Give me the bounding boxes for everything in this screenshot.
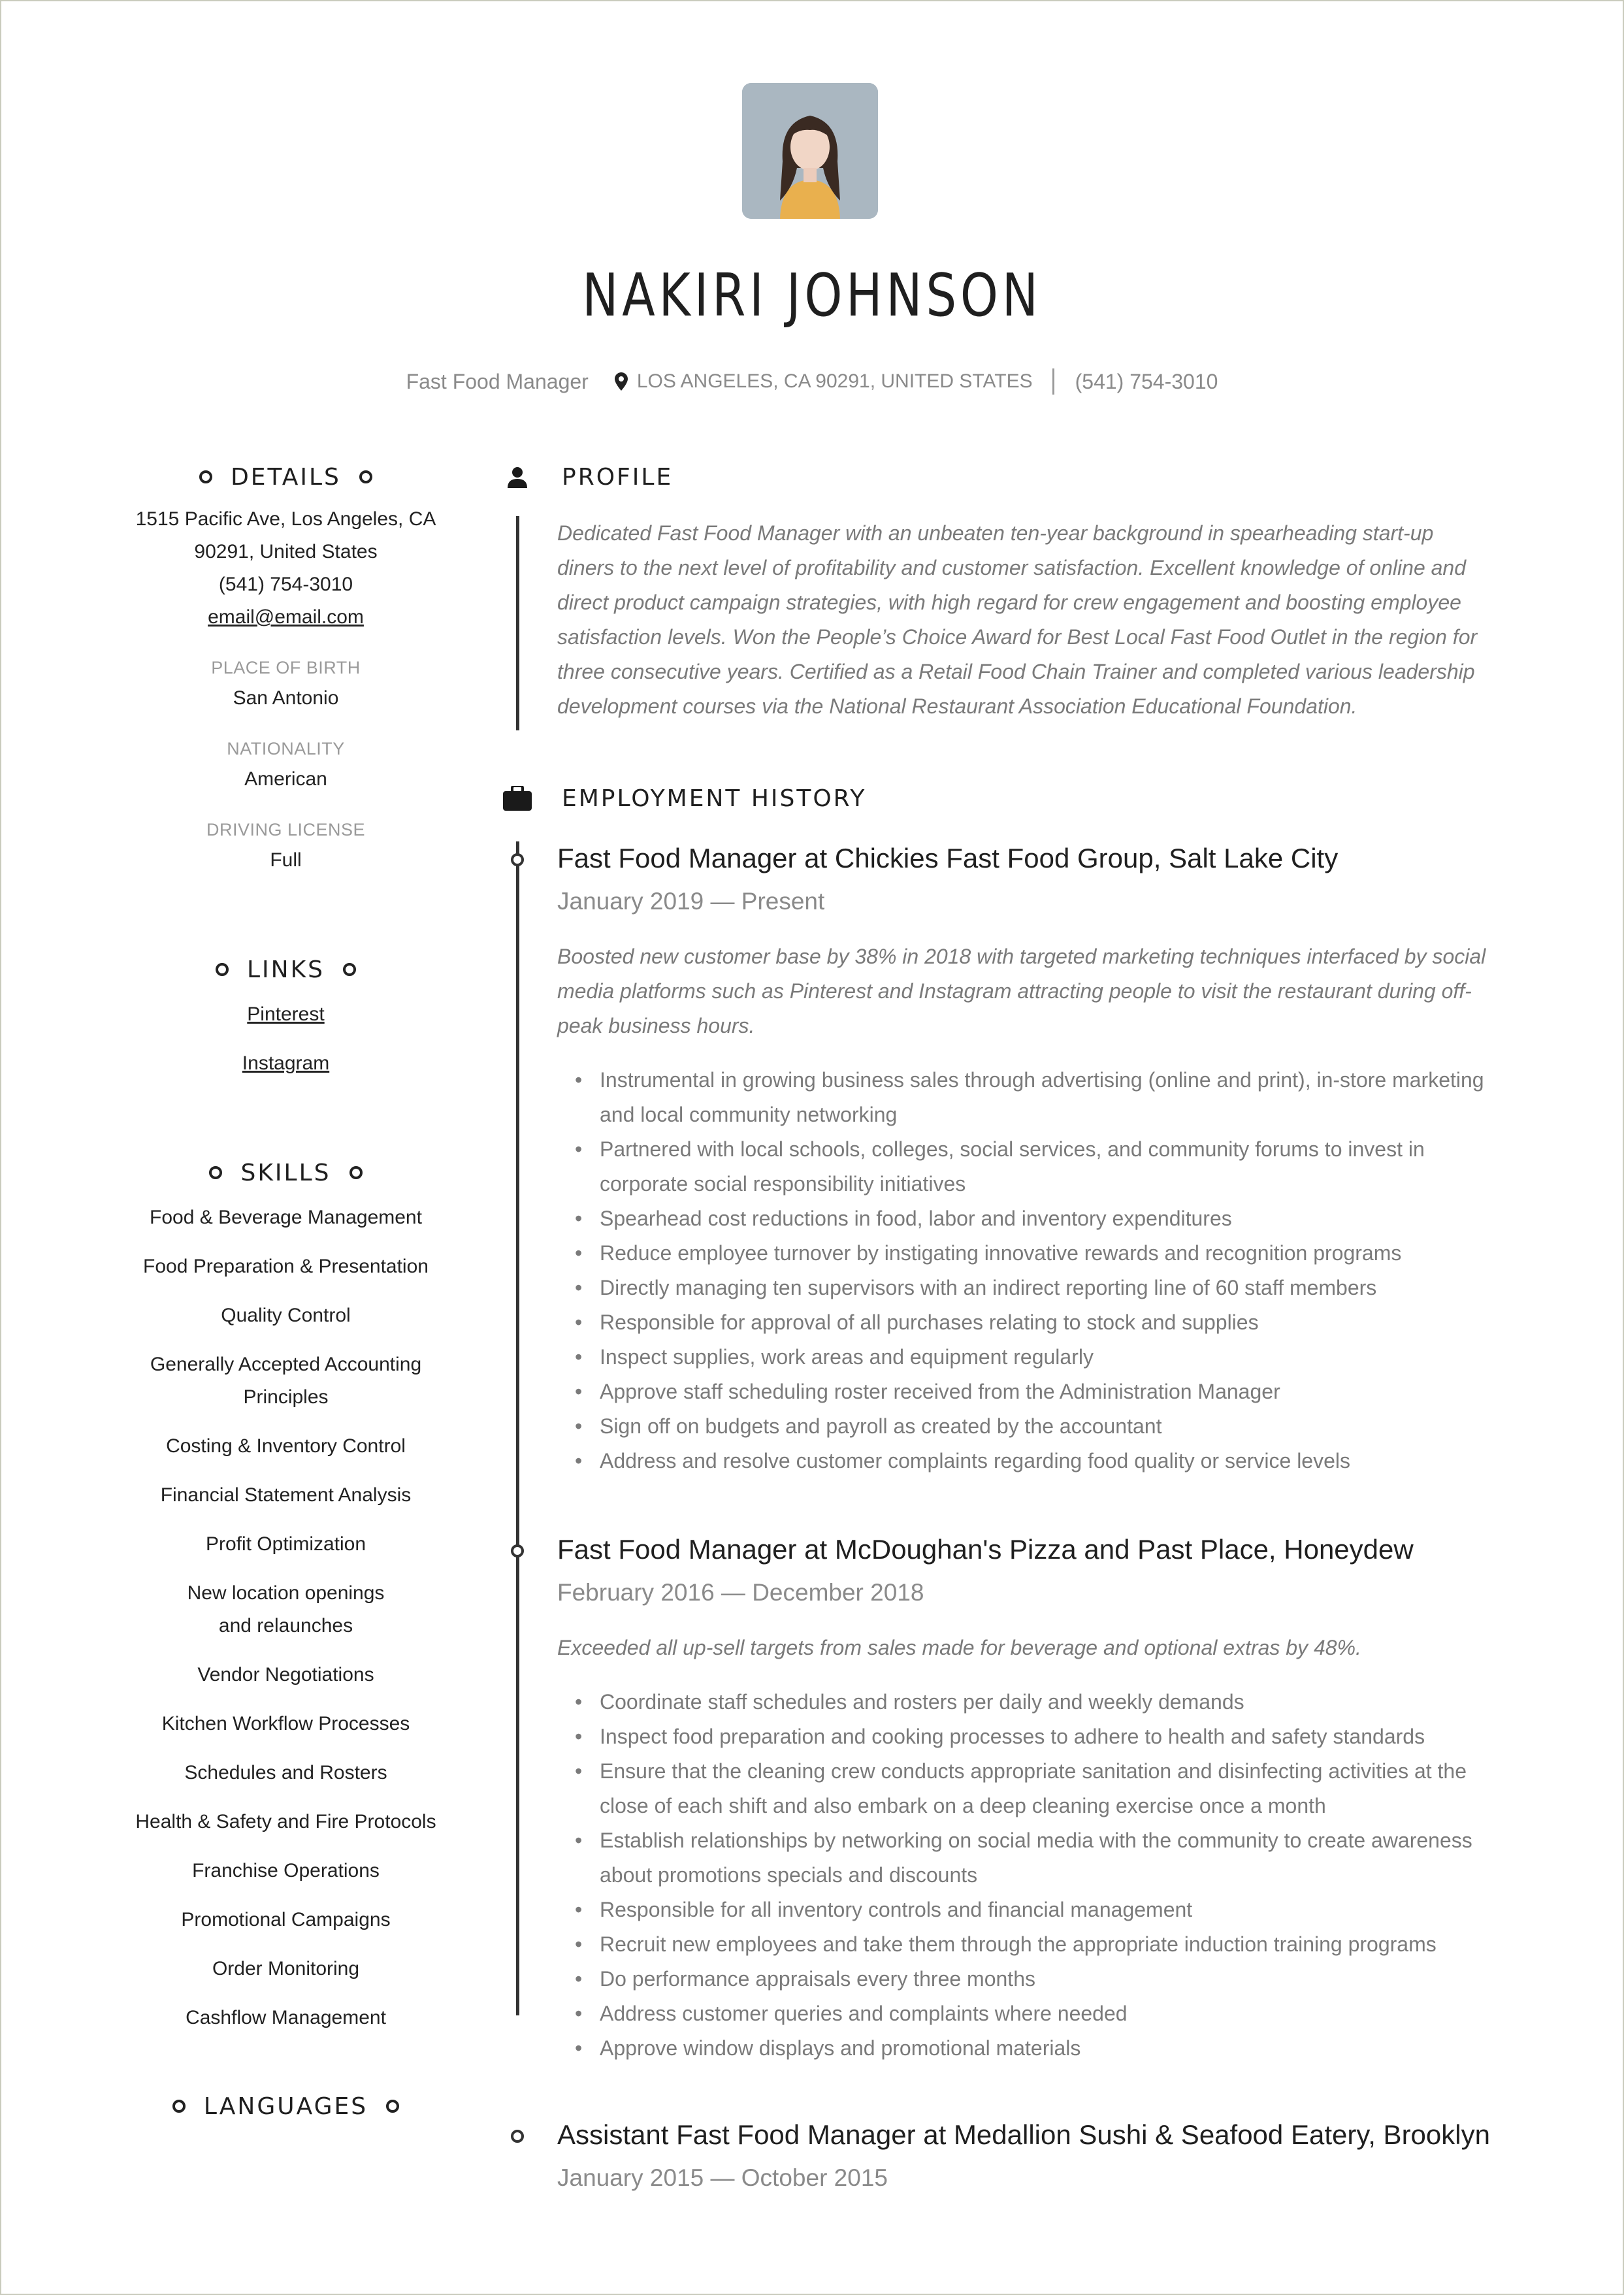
nationality: American — [244, 768, 327, 790]
address-line-2: 90291, United States — [194, 541, 378, 562]
details-phone: (541) 754-3010 — [218, 574, 353, 595]
profile-text: Dedicated Fast Food Manager with an unbeaten ten-year background in spearheading start-up diners to the next level of profitability and customer satisfaction. Excellent knowledge of online and direct product campaign strategies, with high regard for crew engagement and boosting employee satisfaction levels. Won the People’s Choice Award for Best Local Fast Food Outlet in the region for three consecutive years. Certified as a Retail Food Chain Trainer and completed various leadership development courses via the National Restaurant Association Educational Foundation. — [557, 521, 1478, 718]
list-item: • Inspect supplies, work areas and equipment regularly — [600, 1340, 1491, 1375]
header-phone: (541) 754-3010 — [1075, 369, 1218, 393]
pinterest-link[interactable]: Pinterest — [247, 1003, 325, 1025]
skill-item: Health & Safety and Fire Protocols — [135, 1811, 436, 1832]
divider — [1052, 368, 1054, 395]
skills-heading — [118, 1153, 454, 1192]
skill-item: Profit Optimization — [205, 1533, 366, 1555]
skill-item: New location openings and relaunches — [187, 1582, 385, 1636]
ring-icon — [216, 963, 229, 976]
employment-heading-label: EMPLOYMENT HISTORY — [562, 785, 867, 812]
briefcase-icon — [496, 786, 538, 811]
skill-item: Promotional Campaigns — [181, 1909, 391, 1930]
ring-icon — [349, 1166, 363, 1179]
timeline-dot — [511, 1544, 524, 1557]
job-entry-summary: Exceeded all up-sell targets from sales made for beverage and optional extras by 48%. — [557, 1636, 1361, 1659]
job-entry-title: Fast Food Manager at McDoughan's Pizza and Past Place, Honeydew — [557, 1534, 1414, 1565]
sidebar — [118, 457, 454, 2126]
list-item: • Partnered with local schools, colleges, social services, and community forums to invest in corporate social responsibility initiatives — [600, 1132, 1491, 1201]
email-link[interactable]: email@email.com — [208, 606, 364, 628]
job-entry-dates: February 2016 — December 2018 — [557, 1579, 924, 1606]
employment-heading — [496, 779, 866, 818]
skill-item: Schedules and Rosters — [184, 1762, 387, 1783]
driving-license-label: DRIVING LICENSE — [206, 820, 366, 839]
profile-photo — [742, 83, 878, 219]
job-entry — [557, 839, 1491, 1478]
address-line-1: 1515 Pacific Ave, Los Angeles, CA — [135, 508, 436, 530]
person-photo-icon — [742, 83, 878, 219]
ring-icon — [172, 2100, 186, 2113]
list-item: • Address and resolve customer complaints regarding food quality or service levels — [600, 1444, 1491, 1478]
nationality-label: NATIONALITY — [227, 739, 345, 758]
skill-item: Order Monitoring — [212, 1958, 360, 1979]
links-heading-label: LINKS — [246, 956, 325, 983]
ring-icon — [199, 470, 212, 483]
ring-icon — [343, 963, 356, 976]
list-item: • Inspect food preparation and cooking processes to adhere to health and safety standards — [600, 1719, 1491, 1754]
job-entry-title: Fast Food Manager at Chickies Fast Food Group, Salt Lake City — [557, 843, 1339, 873]
candidate-name: NAKIRI JOHNSON — [582, 261, 1042, 330]
contact-line — [0, 363, 1624, 400]
place-of-birth-label: PLACE OF BIRTH — [211, 658, 361, 677]
list-item: • Reduce employee turnover by instigating innovative rewards and recognition programs — [600, 1236, 1491, 1271]
list-item: • Approve staff scheduling roster received from the Administration Manager — [600, 1375, 1491, 1409]
job-entry-summary: Boosted new customer base by 38% in 2018 with targeted marketing techniques interfaced by social media platforms such as Pinterest and Instagram attracting people to visit the restaurant during off-peak business hours. — [557, 945, 1486, 1037]
list-item: • Responsible for all inventory controls and financial management — [600, 1893, 1491, 1927]
employment-timeline — [516, 841, 519, 2015]
details-heading — [118, 457, 454, 496]
job-entry-dates: January 2019 — Present — [557, 888, 825, 915]
job-entry-dates: January 2015 — October 2015 — [557, 2164, 888, 2191]
profile-heading-label: PROFILE — [562, 463, 674, 491]
profile-rule — [516, 516, 519, 730]
links-heading — [118, 950, 454, 989]
list-item: • Recruit new employees and take them through the appropriate induction training programs — [600, 1927, 1491, 1962]
list-item: • Ensure that the cleaning crew conducts appropriate sanitation and disinfecting activities at the close of each shift and also embark on a deep cleaning exercise once a month — [600, 1754, 1491, 1823]
skill-item: Franchise Operations — [192, 1860, 380, 1881]
ring-icon — [209, 1166, 222, 1179]
ring-icon — [359, 470, 372, 483]
list-item: • Sign off on budgets and payroll as created by the accountant — [600, 1409, 1491, 1444]
languages-heading-label: LANGUAGES — [203, 2092, 368, 2120]
list-item: • Establish relationships by networking on social media with the community to create awareness about promotions specials and discounts — [600, 1823, 1491, 1893]
driving-license: Full — [270, 849, 302, 871]
instagram-link[interactable]: Instagram — [242, 1052, 330, 1074]
details-heading-label: DETAILS — [231, 463, 341, 491]
job-entry-bullets — [557, 1685, 1491, 2066]
timeline-dot — [511, 2130, 524, 2143]
location — [615, 370, 1033, 393]
timeline-dot — [511, 853, 524, 866]
list-item: • Address customer queries and complaints where needed — [600, 1996, 1491, 2031]
skill-item: Kitchen Workflow Processes — [161, 1713, 410, 1734]
map-pin-icon — [615, 372, 628, 391]
skill-item: Vendor Negotiations — [197, 1664, 374, 1685]
place-of-birth: San Antonio — [233, 687, 339, 709]
job-entry-bullets — [557, 1063, 1491, 1478]
skill-item: Generally Accepted Accounting Principles — [150, 1354, 422, 1408]
person-icon — [496, 466, 538, 488]
profile-heading — [496, 457, 673, 496]
list-item: • Directly managing ten supervisors with an indirect reporting line of 60 staff members — [600, 1271, 1491, 1305]
list-item: • Do performance appraisals every three months — [600, 1962, 1491, 1996]
skills-heading-label: SKILLS — [240, 1159, 331, 1186]
skill-item: Food Preparation & Presentation — [143, 1256, 429, 1277]
job-entry — [557, 1530, 1491, 2066]
job-entry — [557, 2115, 1491, 2196]
job-title: Fast Food Manager — [406, 369, 589, 393]
location-text: LOS ANGELES, CA 90291, UNITED STATES — [636, 370, 1033, 392]
skill-item: Food & Beverage Management — [150, 1207, 422, 1228]
list-item: • Spearhead cost reductions in food, labor and inventory expenditures — [600, 1201, 1491, 1236]
skill-item: Financial Statement Analysis — [160, 1484, 412, 1506]
skill-item: Costing & Inventory Control — [166, 1435, 406, 1457]
list-item: • Instrumental in growing business sales through advertising (online and print), in-store marketing and local community networking — [600, 1063, 1491, 1132]
list-item: • Coordinate staff schedules and rosters per daily and weekly demands — [600, 1685, 1491, 1719]
list-item: • Approve window displays and promotional materials — [600, 2031, 1491, 2066]
skill-item: Quality Control — [221, 1305, 351, 1326]
languages-heading — [118, 2087, 454, 2126]
list-item: • Responsible for approval of all purchases relating to stock and supplies — [600, 1305, 1491, 1340]
ring-icon — [386, 2100, 399, 2113]
job-entry-title: Assistant Fast Food Manager at Medallion Sushi & Seafood Eatery, Brooklyn — [557, 2119, 1490, 2150]
skill-item: Cashflow Management — [186, 2007, 386, 2028]
